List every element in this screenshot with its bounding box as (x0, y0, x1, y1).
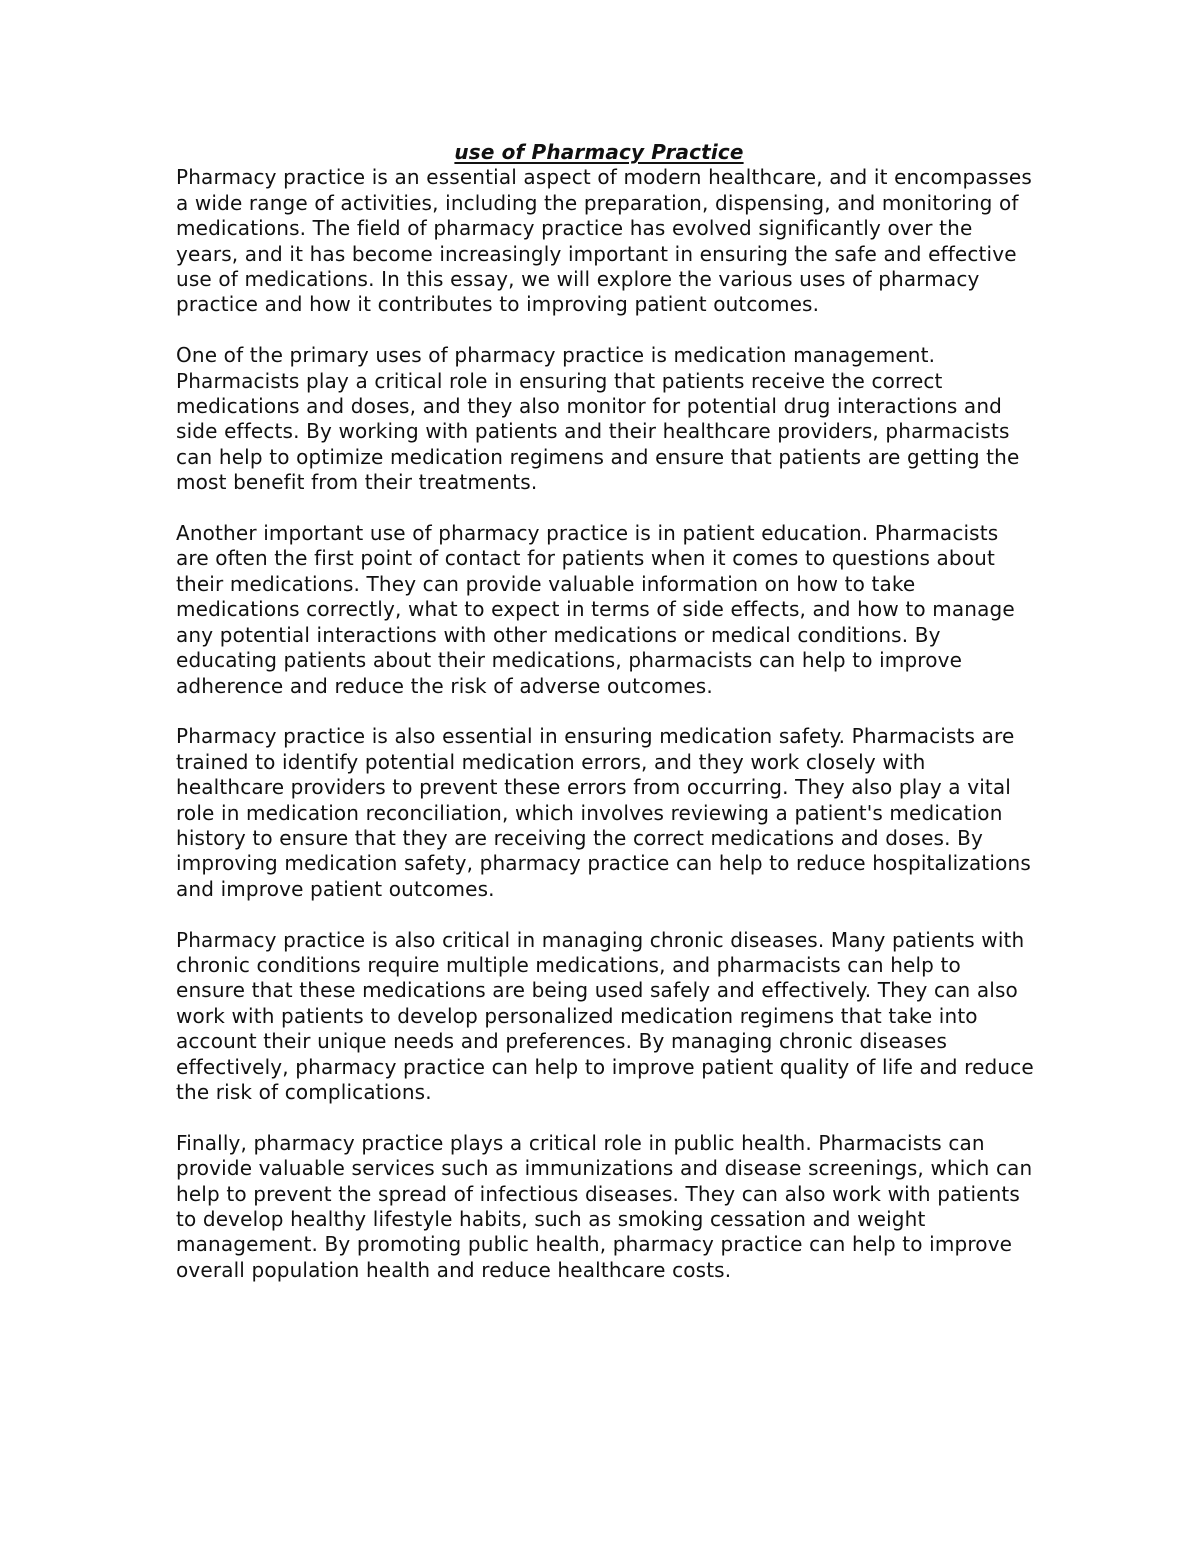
paragraph-medication-management: One of the primary uses of pharmacy practice is medication management. Pharmacists play a critical role in ensuring that patients receive the correct medications and doses, and they also monitor for potential drug interactions and side effects. By working with patients and their healthcare providers, pharmacists can help to optimize medication regimens and ensure that patients are getting the most benefit from their treatments. (176, 343, 1020, 495)
paragraph-chronic-diseases: Pharmacy practice is also critical in managing chronic diseases. Many patients with chronic conditions require multiple medications, and pharmacists can help to ensure that these medications are being used safely and effectively. They can also work with patients to develop personalized medication regimens that take into account their unique needs and preferences. By managing chronic diseases effectively, pharmacy practice can help to improve patient quality of life and reduce the risk of complications. (176, 927, 1034, 1104)
paragraph-introduction: Pharmacy practice is an essential aspect of modern healthcare, and it encompasses a wide range of activities, including the preparation, dispensing, and monitoring of medications. The field of pharmacy practice has evolved significantly over the years, and it has become increasingly important in ensuring the safe and effective use of medications. In this essay, we will explore the various uses of pharmacy practice and how it contributes to improving patient outcomes. (176, 165, 1032, 317)
document-title: use of Pharmacy Practice (454, 140, 744, 164)
paragraph-medication-safety: Pharmacy practice is also essential in ensuring medication safety. Pharmacists are trained to identify potential medication errors, and they work closely with healthcare providers to prevent these errors from occurring. They also play a vital role in medication reconciliation, which involves reviewing a patient's medication history to ensure that they are receiving the correct medications and doses. By improving medication safety, pharmacy practice can help to reduce hospitalizations and improve patient outcomes. (176, 724, 1031, 901)
paragraph-public-health: Finally, pharmacy practice plays a critical role in public health. Pharmacists can provide valuable services such as immunizations and disease screenings, which can help to prevent the spread of infectious diseases. They can also work with patients to develop healthy lifestyle habits, such as smoking cessation and weight management. By promoting public health, pharmacy practice can help to improve overall population health and reduce healthcare costs. (176, 1130, 1033, 1282)
document-body (176, 140, 1036, 1283)
paragraph-patient-education: Another important use of pharmacy practice is in patient education. Pharmacists are often the first point of contact for patients when it comes to questions about their medications. They can provide valuable information on how to take medications correctly, what to expect in terms of side effects, and how to manage any potential interactions with other medications or medical conditions. By educating patients about their medications, pharmacists can help to improve adherence and reduce the risk of adverse outcomes. (176, 521, 1015, 698)
